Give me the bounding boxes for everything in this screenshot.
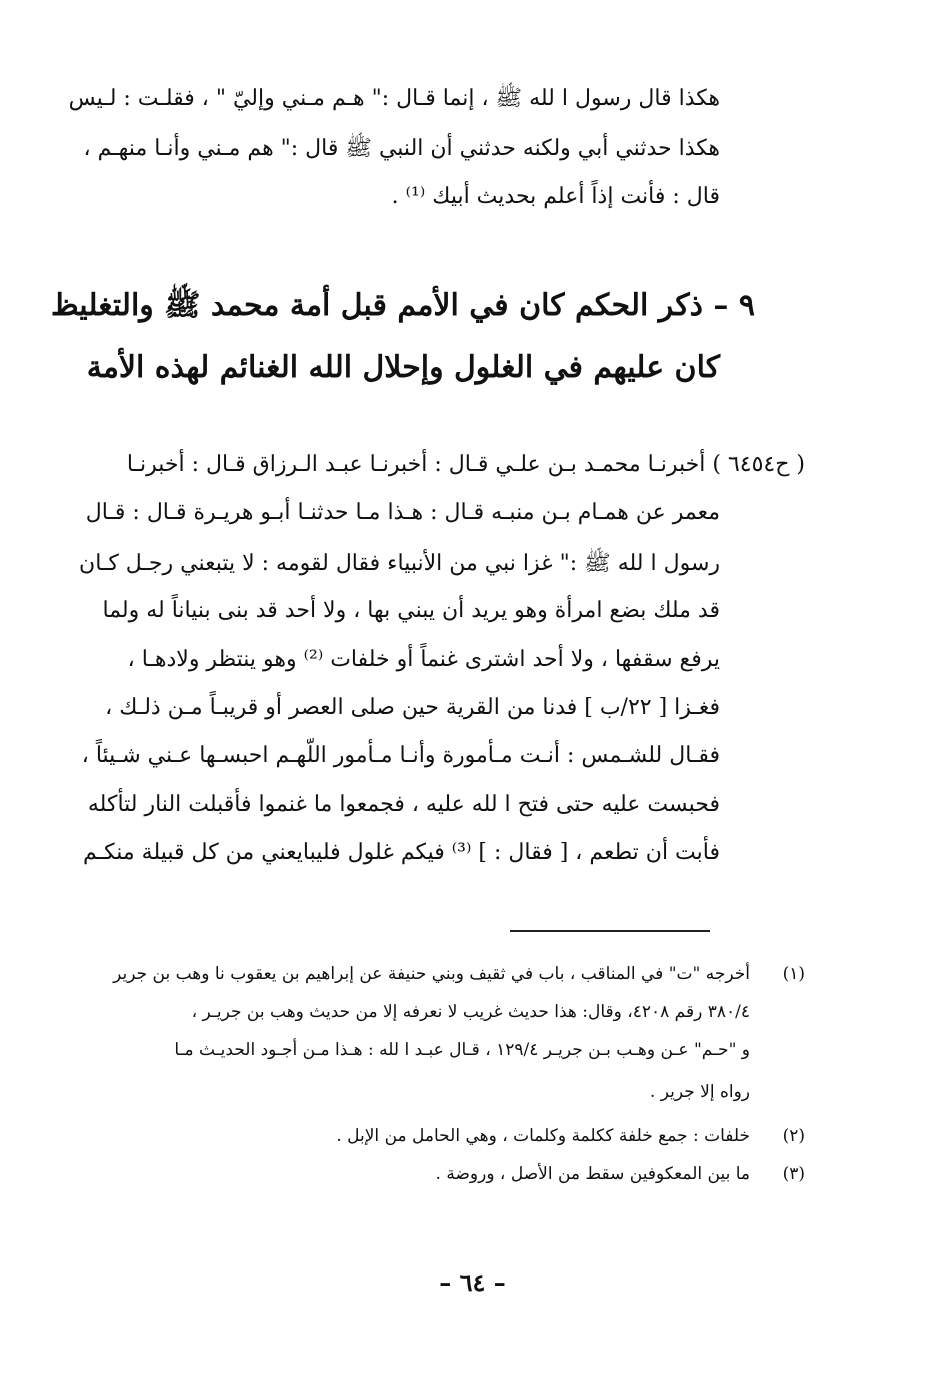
footnote-line: ٣٨٠/٤ رقم ٤٢٠٨، وقال: هذا حديث غريب لا نعرفه إلا من حديث وهب بن جريـر ، — [191, 1002, 750, 1022]
intro-line: هكذا حدثني أبي ولكنه حدثني أن النبي ﷺ قال :" هم مـني وأنـا منهـم ، — [83, 136, 720, 161]
hadith-line: فحبست عليه حتى فتح ا لله عليه ، فجمعوا ما غنموا فأقبلت النار لتأكله — [87, 792, 720, 817]
hadith-line: رسول ا لله ﷺ :" غزا نبي من الأنبياء فقال لقومه : لا يتبعني رجـل كـان — [79, 551, 720, 576]
footnote-line: رواه إلا جرير . — [649, 1082, 750, 1102]
hadith-line: قد ملك بضع امرأة وهو يريد أن يبني بها ، ولا أحد قد بنى بنياناً له ولما — [102, 598, 720, 623]
hadith-line: فغـزا [ ٢٢/ب ] فدنا من القرية حين صلى العصر أو قريبـاً مـن ذلـك ، — [105, 695, 720, 720]
heading-line-2: كان عليهم في الغلول وإحلال الله الغنائم لهذه الأمة — [86, 350, 720, 385]
footnote-separator — [510, 930, 710, 932]
footnote-line: و "حـم" عـن وهـب بـن جريـر ١٢٩/٤ ، قـال عبـد ا لله : هـذا مـن أجـود الحديـث مـا — [174, 1040, 750, 1060]
footnote-number: (٢) — [782, 1126, 805, 1146]
footnote-number: (١) — [782, 964, 805, 984]
heading-line-1: ٩ – ذكر الحكم كان في الأمم قبل أمة محمد ﷺ والتغليظ — [50, 288, 755, 323]
hadith-line: ( ح٦٤٥٤ ) أخبرنـا محمـد بـن علـي قـال : أخبرنـا عبـد الـرزاق قـال : أخبرنـا — [126, 452, 805, 477]
footnote-line: أخرجه "ت" في المناقب ، باب في ثقيف وبني حنيفة عن إبراهيم بن يعقوب نا وهب بن جرير — [113, 964, 750, 984]
hadith-line: فقـال للشـمس : أنـت مـأمورة وأنـا مـأمور اللّهـم احبسـها عـني شـيئاً ، — [81, 743, 720, 768]
footnote-number: (٣) — [782, 1164, 805, 1184]
footnote-line: خلفات : جمع خلفة ككلمة وكلمات ، وهي الحامل من الإبل . — [336, 1126, 750, 1146]
intro-line: قال : فأنت إذاً أعلم بحديث أبيك ⁽¹⁾ . — [391, 184, 720, 209]
hadith-line: يرفع سقفها ، ولا أحد اشترى غنماً أو خلفات ⁽²⁾ وهو ينتظر ولادهـا ، — [127, 647, 720, 672]
intro-line: هكذا قال رسول ا لله ﷺ ، إنما قـال :" هـم مـني وإليّ " ، فقلـت : لـيس — [68, 86, 720, 111]
hadith-line: فأبت أن تطعم ، [ فقال : ] ⁽³⁾ فيكم غلول فليبايعني من كل قبيلة منكـم — [83, 840, 720, 865]
hadith-line: معمر عن همـام بـن منبـه قـال : هـذا مـا حدثنـا أبـو هريـرة قـال : قـال — [85, 500, 720, 525]
page-number: – ٦٤ – — [439, 1268, 506, 1297]
footnote-line: ما بين المعكوفين سقط من الأصل ، وروضة . — [435, 1164, 750, 1184]
